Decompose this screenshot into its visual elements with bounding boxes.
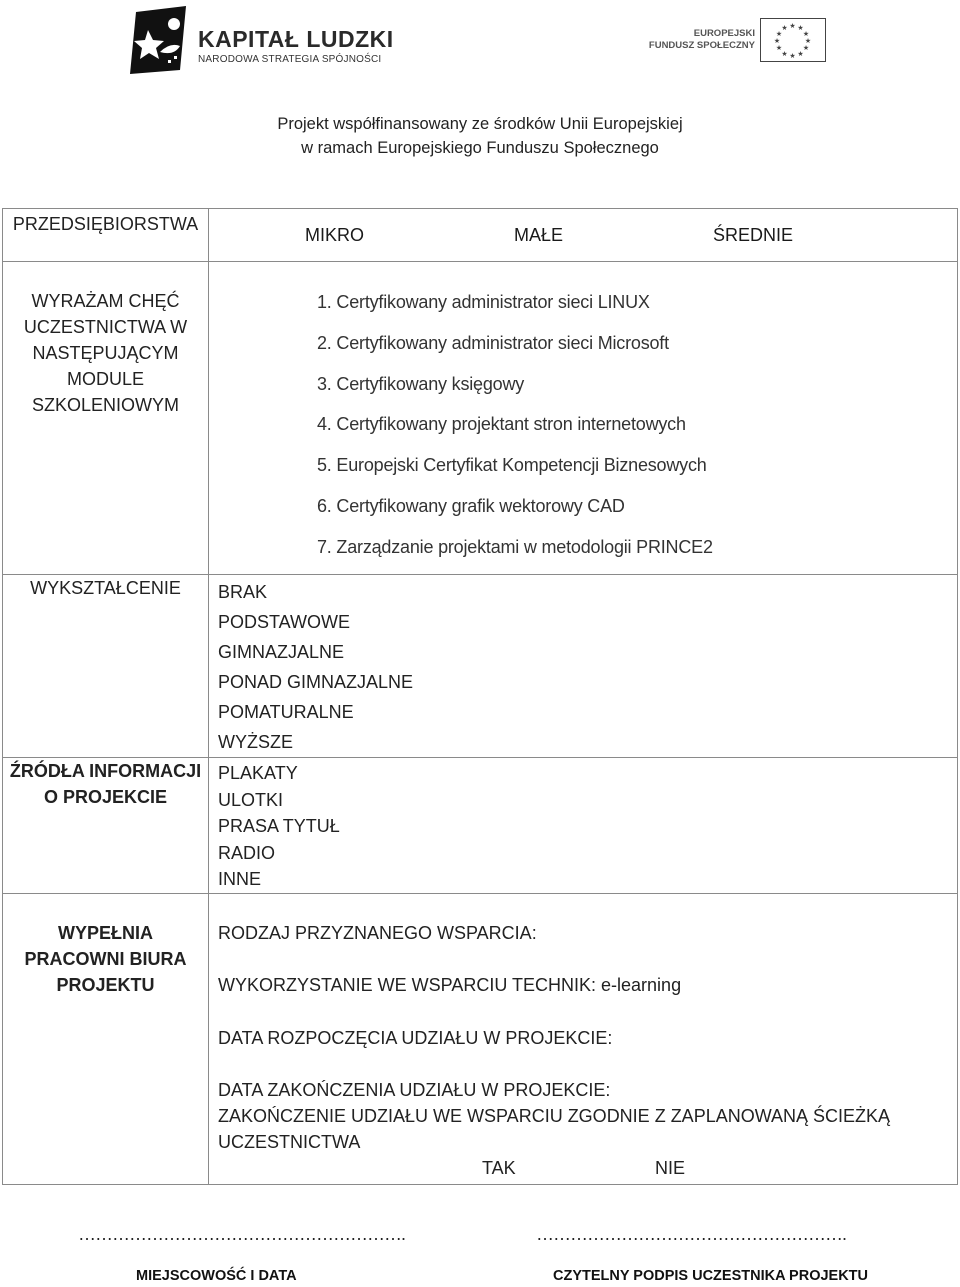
svg-text:★: ★ [773, 37, 781, 45]
module-row [3, 262, 958, 575]
svg-text:★: ★ [789, 22, 796, 30]
education-option-higher[interactable]: WYŻSZE [218, 732, 293, 752]
education-option-primary[interactable]: PODSTAWOWE [218, 612, 350, 632]
completion-line2: UCZESTNICTWA [218, 1132, 361, 1152]
cofinancing-caption-line2: w ramach Europejskiego Funduszu Społecznego [301, 139, 659, 157]
education-option-none[interactable]: BRAK [218, 582, 268, 602]
module-option-microsoft[interactable]: 2. Certyfikowany administrator sieci Microsoft [317, 332, 669, 353]
office-label-line: PROJEKTU [56, 974, 155, 995]
module-label-line: NASTĘPUJĄCYM [32, 343, 179, 363]
techniques-field[interactable]: WYKORZYSTANIE WE WSPARCIU TECHNIK: e-learning [218, 975, 682, 995]
source-option-leaflets[interactable]: ULOTKI [218, 789, 284, 810]
svg-text:★: ★ [781, 24, 788, 32]
svg-text:★: ★ [781, 50, 788, 58]
sources-row [3, 758, 958, 894]
enterprise-row [3, 209, 958, 262]
participant-signature-line[interactable]: ………………………………………………. [536, 1224, 847, 1244]
enterprise-options-cell [209, 209, 958, 262]
module-label-line: MODULE [66, 369, 144, 389]
source-option-press[interactable]: PRASA TYTUŁ [218, 816, 340, 836]
efs-line1: EUROPEJSKI [693, 28, 755, 39]
cofinancing-caption-line1: Projekt współfinansowany ze środków Unii Europejskiej [277, 115, 683, 133]
place-date-label: MIEJSCOWOŚĆ I DATA [136, 1268, 297, 1284]
enterprise-option-small[interactable]: MAŁE [513, 224, 564, 245]
signature-label: CZYTELNY PODPIS UCZESTNIKA PROJEKTU [553, 1268, 869, 1284]
sources-label-line: ŹRÓDŁA INFORMACJI [9, 761, 202, 781]
enterprise-label-cell [3, 209, 209, 262]
kapital-ludzki-emblem-icon [130, 4, 192, 76]
svg-text:★: ★ [775, 44, 783, 52]
office-label-cell [3, 893, 209, 1184]
education-label-cell [3, 575, 209, 758]
sources-label-cell [3, 758, 209, 894]
sources-label-line: O PROJEKCIE [43, 787, 168, 807]
module-label-line: WYRAŻAM CHĘĆ [31, 291, 180, 311]
kapital-ludzki-title: KAPITAŁ LUDZKI [198, 26, 394, 52]
office-row [3, 893, 958, 1184]
education-option-post-secondary[interactable]: POMATURALNE [218, 702, 354, 722]
education-options-cell [209, 575, 958, 758]
sources-options-cell [209, 758, 958, 894]
efs-logo [650, 14, 830, 68]
enterprise-label: PRZEDSIĘBIORSTWA [12, 214, 199, 234]
svg-text:★: ★ [802, 44, 810, 52]
application-form-table [2, 208, 958, 1185]
education-option-upper-secondary[interactable]: PONAD GIMNAZJALNE [218, 672, 414, 692]
office-label-line: PRACOWNI BIURA [24, 948, 187, 969]
svg-text:★: ★ [797, 50, 804, 58]
module-option-linux[interactable]: 1. Certyfikowany administrator sieci LINUX [317, 292, 650, 312]
module-option-web-designer[interactable]: 4. Certyfikowany projektant stron internetowych [317, 414, 686, 435]
completion-line1: ZAKOŃCZENIE UDZIAŁU WE WSPARCIU ZGODNIE Z ZAPLANOWANĄ ŚCIEŻKĄ [218, 1106, 891, 1126]
office-label-line: WYPEŁNIA [57, 922, 153, 943]
module-label-cell [3, 262, 209, 575]
source-option-posters[interactable]: PLAKATY [218, 763, 298, 783]
module-label-line: UCZESTNICTWA W [23, 317, 188, 337]
support-type-field[interactable]: RODZAJ PRZYZNANEGO WSPARCIA: [218, 922, 537, 943]
end-date-field[interactable]: DATA ZAKOŃCZENIA UDZIAŁU W PROJEKCIE: [218, 1080, 611, 1100]
kapital-ludzki-subtitle: NARODOWA STRATEGIA SPÓJNOŚCI [198, 54, 382, 65]
module-options-cell [209, 262, 958, 575]
source-option-radio[interactable]: RADIO [218, 842, 276, 863]
svg-text:★: ★ [789, 52, 796, 60]
eu-flag-icon [760, 18, 826, 62]
svg-text:★: ★ [775, 30, 783, 38]
svg-text:★: ★ [804, 37, 812, 45]
enterprise-option-medium[interactable]: ŚREDNIE [712, 224, 793, 245]
module-option-prince2[interactable]: 7. Zarządzanie projektami w metodologii PRINCE2 [317, 536, 713, 557]
module-list [209, 262, 957, 572]
enterprise-option-micro[interactable]: MIKRO [305, 224, 365, 245]
completion-no-option[interactable]: NIE [655, 1158, 686, 1178]
place-date-signature-line[interactable]: …………………………………………………. [78, 1224, 406, 1244]
module-option-accountant[interactable]: 3. Certyfikowany księgowy [317, 373, 525, 394]
kapital-ludzki-logo [130, 4, 394, 76]
education-option-lower-secondary[interactable]: GIMNAZJALNE [218, 642, 345, 662]
completion-yes-option[interactable]: TAK [482, 1158, 516, 1178]
education-row [3, 575, 958, 758]
start-date-field[interactable]: DATA ROZPOCZĘCIA UDZIAŁU W PROJEKCIE: [218, 1027, 613, 1048]
education-label: WYKSZTAŁCENIE [30, 578, 181, 598]
module-option-business-certificate[interactable]: 5. Europejski Certyfikat Kompetencji Biznesowych [317, 455, 707, 476]
office-fields-cell [209, 893, 958, 1184]
svg-text:★: ★ [797, 24, 804, 32]
svg-text:★: ★ [802, 30, 810, 38]
source-option-other[interactable]: INNE [218, 869, 262, 889]
efs-line2: FUNDUSZ SPOŁECZNY [648, 40, 755, 51]
module-label-line: SZKOLENIOWYM [31, 395, 179, 415]
module-option-cad[interactable]: 6. Certyfikowany grafik wektorowy CAD [317, 495, 625, 516]
